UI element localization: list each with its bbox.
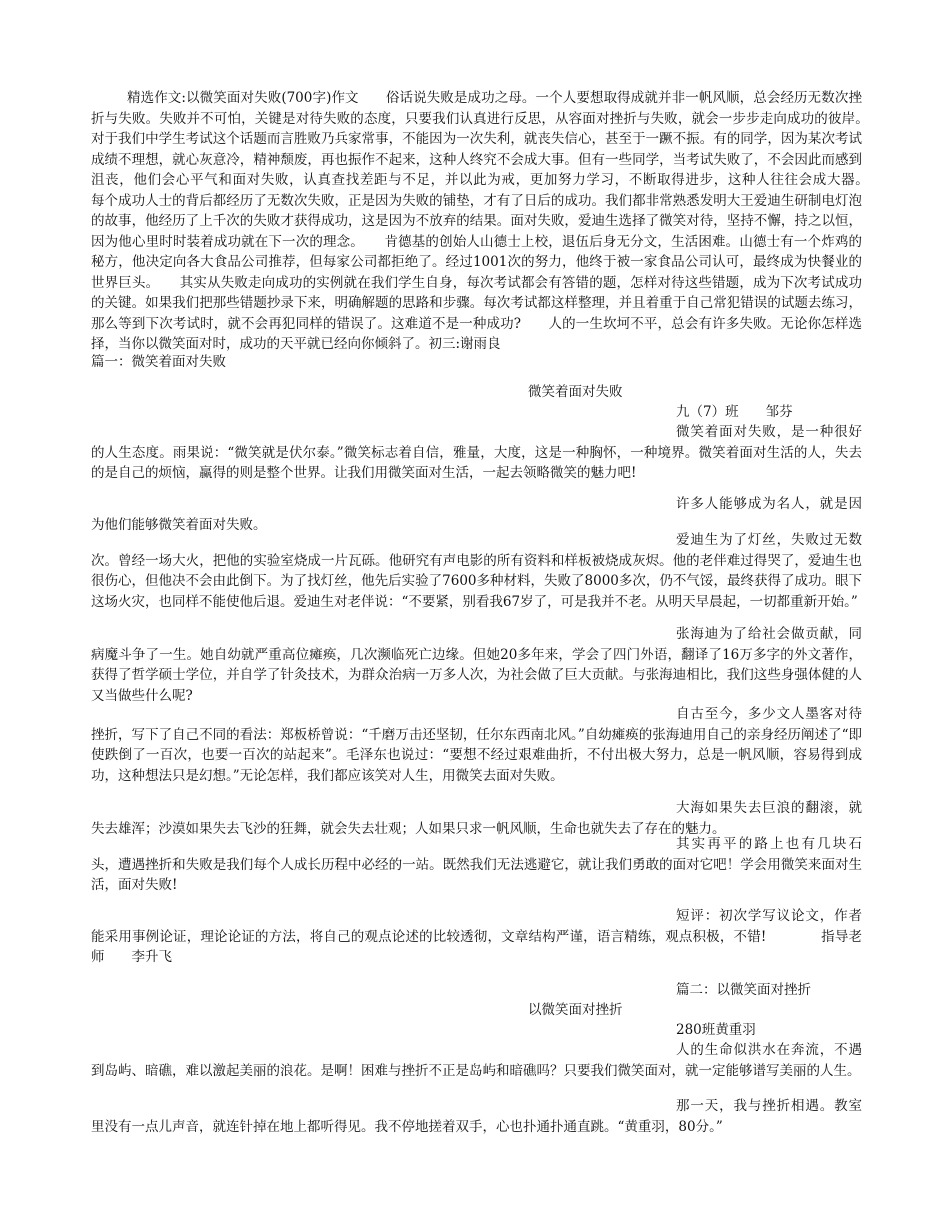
essay1-paragraph-3: 爱迪生为了灯丝，失败过无数次。曾经一场大火，把他的实验室烧成一片瓦砾。他研究有声电影的所有资料和样板被烧成灰烬。他的老伴难过得哭了，爱迪生也很伤心，但他决不会由此倒下。为了找灯丝，他先后实验了7600多种材料，失败了8000多次，仍不气馁，最终获得了成功。眼下这场火灾，也同样不能使他后退。爱迪生对老伴说：“不要紧，别看我67岁了，可是我并不老。从明天早晨起，一切都重新开始。”: [91, 532, 862, 610]
essay2-paragraph-1: 人的生命似洪水在奔流，不遇到岛屿、暗礁，难以激起美丽的浪花。是啊！困难与挫折不正是岛屿和暗礁吗？只要我们微笑面对，就一定能够谱写美丽的人生。: [91, 1042, 862, 1079]
essay1-heading: 篇一：微笑着面对失败: [91, 354, 226, 370]
essay1-author: 九（7）班 邹芬: [676, 404, 793, 420]
essay1-paragraph-4: 张海迪为了给社会做贡献，同病魔斗争了一生。她自幼就严重高位瘫痪，几次濒临死亡边缘。但她20多年来，学会了四门外语，翻译了16万多字的外文著作，获得了哲学硕士学位，并自学了针灸技术，为群众治病一万多人次，为社会做了巨大贡献。与张海迪相比，我们这些身强体健的人又当做些什么呢?: [91, 626, 862, 704]
essay2-paragraph-2: 那一天，我与挫折相遇。教室里没有一点儿声音，就连针掉在地上都听得见。我不停地搓着双手，心也扑通扑通直跳。“黄重羽，80分。”: [91, 1098, 862, 1135]
essay1-paragraph-7: 其实再平的路上也有几块石头，遭遇挫折和失败是我们每个人成长历程中必经的一站。既然我们无法逃避它，就让我们勇敢的面对它吧！学会用微笑来面对生活，面对失败!: [91, 836, 862, 893]
essay1-paragraph-6: 大海如果失去巨浪的翻滚，就失去雄浑；沙漠如果失去飞沙的狂舞，就会失去壮观；人如果只求一帆风顺，生命也就失去了存在的魅力。: [91, 800, 862, 837]
essay2-title: 以微笑面对挫折: [528, 1002, 623, 1018]
essay1-paragraph-2: 许多人能够成为名人，就是因为他们能够微笑着面对失败。: [91, 496, 862, 533]
intro-essay: 精选作文:以微笑面对失败(700字)作文 俗话说失败是成功之母。一个人要想取得成就并非一帆风顺，总会经历无数次挫折与失败。失败并不可怕，关键是对待失败的态度，只要我们认真进行反思，从容面对挫折与失败，就会一步步走向成功的彼岸。 对于我们中学生考试这个话题而言胜败乃兵家常事，不能因为一次失利，就丧失信心，甚至于一蹶不振。有的同学，因为某次考试成绩不理想，就心灰意冷，精神颓废，再也振作不起来，这种人终究不会成大事。但有一些同学，当考试失败了，不会因此而感到沮丧，他们会心平气和面对失败，认真查找差距与不足，并以此为戒，更加努力学习，不断取得进步，这种人往往会成大器。 每个成功人士的背后都经历了无数次失败，正是因为失败的铺垫，才有了日后的成功。我们都非常熟悉发明大王爱迪生研制电灯泡的故事，他经历了上千次的失败才获得成功，这是因为不放弃的结果。面对失败，爱迪生选择了微笑对待，坚持不懈，持之以恒，因为他心里时时装着成功就在下一次的理念。 肯德基的创始人山德士上校，退伍后身无分文，生活困难。山德士有一个炸鸡的秘方，他决定向各大食品公司推荐，但每家公司都拒绝了。经过1001次的努力，他终于被一家食品公司认可，最终成为快餐业的世界巨头。 其实从失败走向成功的实例就在我们学生自身，每次考试都会有答错的题，怎样对待这些错题，成为下次考试成功的关键。如果我们把那些错题抄录下来，明确解题的思路和步骤。每次考试都这样整理，并且着重于自己常犯错误的试题去练习，那么等到下次考试时，就不会再犯同样的错误了。这难道不是一种成功? 人的一生坎坷不平，总会有许多失败。无论你怎样选择，当你以微笑面对时，成功的天平就已经向你倾斜了。初三:谢雨良: [91, 90, 889, 352]
essay2-author: 280班黄重羽: [676, 1022, 756, 1038]
essay1-paragraph-5: 自古至今，多少文人墨客对待挫折，写下了自己不同的看法：郑板桥曾说：“千磨万击还坚韧，任尔东西南北风。”自幼瘫痪的张海迪用自己的亲身经历阐述了“即使跌倒了一百次，也要一百次的站起来”。毛泽东也说过：“要想不经过艰难曲折，不付出极大努力，总是一帆风顺，容易得到成功，这种想法只是幻想。”无论怎样，我们都应该笑对人生，用微笑去面对失败。: [91, 706, 862, 784]
essay1-title: 微笑着面对失败: [528, 384, 623, 400]
essay1-comment: 短评：初次学写议论文，作者能采用事例论证，理论论证的方法，将自己的观点论述的比较透彻，文章结构严谨，语言精练，观点积极，不错! 指导老师 李升飞: [91, 908, 862, 965]
essay2-heading: 篇二：以微笑面对挫折: [676, 982, 811, 998]
essay1-paragraph-1: 微笑着面对失败，是一种很好的人生态度。雨果说：“微笑就是伏尔泰。”微笑标志着自信，雅量，大度，这是一种胸怀，一种境界。微笑着面对生活的人，失去的是自己的烦恼，赢得的则是整个世界。让我们用微笑面对生活，一起去领略微笑的魅力吧!: [91, 424, 862, 481]
